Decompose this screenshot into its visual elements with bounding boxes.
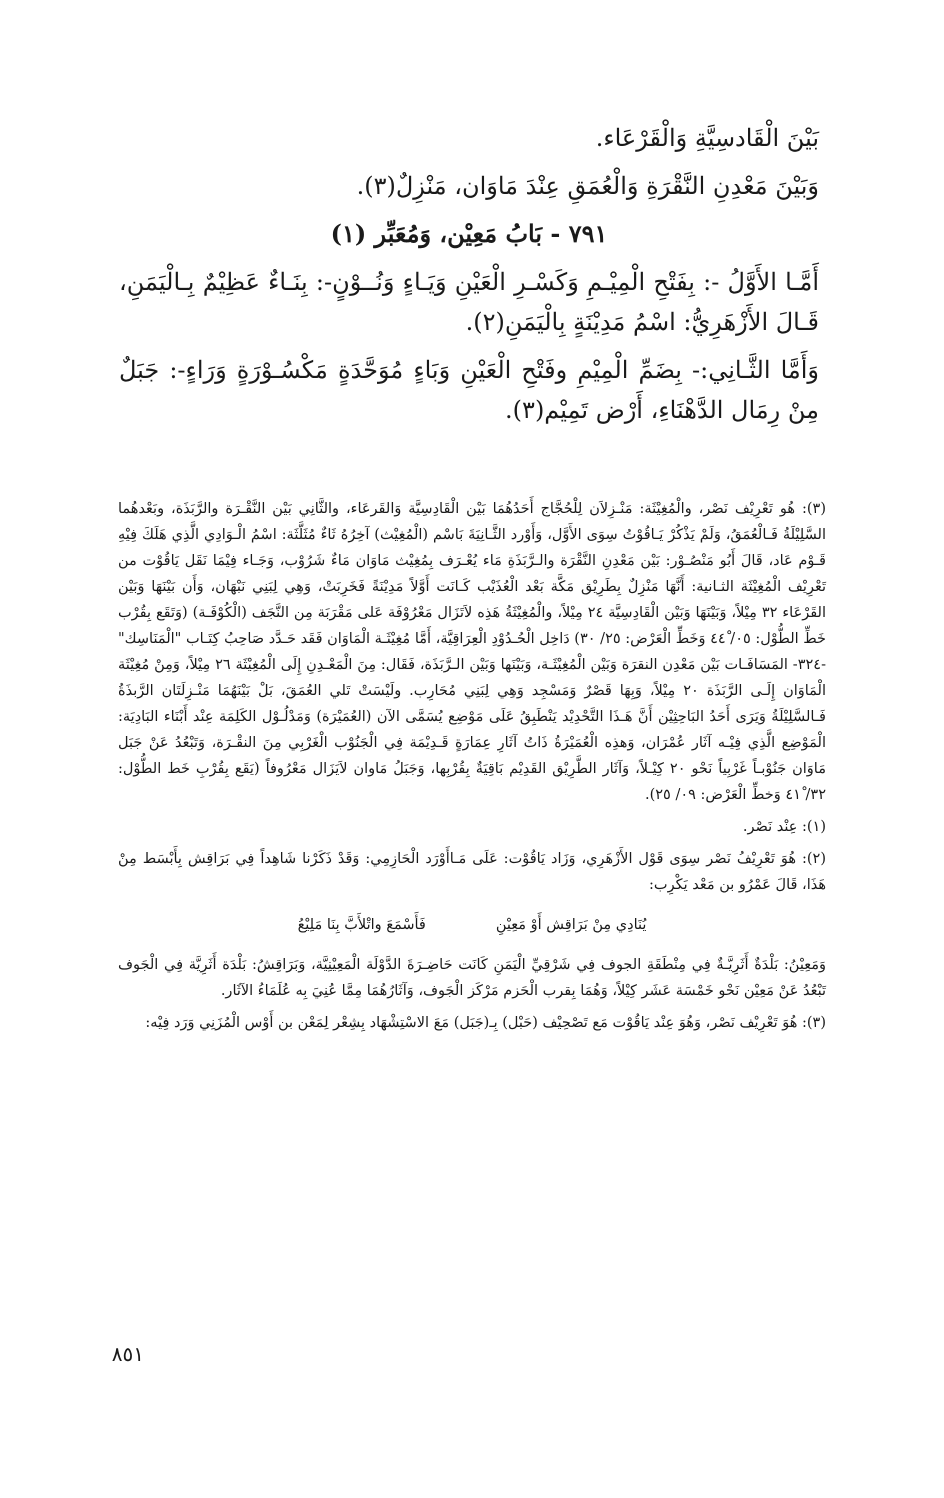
- main-line-2: وَبَيْنَ مَعْدِنِ النَّقْرَةِ وَالْعُمَقِ عِنْدَ مَاوَان، مَنْزِلٌ(٣).: [356, 172, 819, 200]
- footnote-1: (٣): هُو تَعْرِيْف نَصْر، والْمُغِيْثَة: مَنْـزِلاَن لِلْحُجَّاج أَحَدُهُمَا بَيْن الْقَادِسِيَّة وَالقَرعَاء، والثَّانِي بَيْن النَّقْـرَة والرَّبَذَة، وبَعْدهُما السَّلِيْلَةُ فَـالْعُمَقُ، وَلَمْ يَذْكُرْ يَـاقُوْتُ سِوَى الأَوَّل، وَأَوْرد الثَّـانِيَةَ بَاسْم (الْمُغِيْث) آخِرُهُ ثَاءٌ مُثَلَّثَة: اسْمُ الْـوَادِي الَّذِي هَلَكَ فِيْهِ قَـوْم عَاد، قَالَ أَبُو مَنْصُـوْر: بَيْن مَعْدِنِ النَّقْرَة والـرَّبَذَةِ مَاء يُعْـرَف بِمُغِيْث مَاوَان مَاءٌ شَرُوْب، وَجَـاء فِيْمَا نَقَل يَاقُوْت من تَعْرِيْف الْمُغِيْثَة الثـانية: أَنَّهَا مَنْزِلٌ بِطَرِيْق مَكَّة بَعْد الْعُذَيْب كَـانَت أَوَّلاً مَدِيْنَةً فَخَرِبَتْ، وَهِي لِبَنِي نَبْهَان، وَأَن بَيْنَهَا وَبَيْن القَرْعَاء ٣٢ مِيْلاً، وَبَيْنَهَا وَبَيْن الْقَادِسِيَّة ٢٤ مِيْلاً، والْمُغِيْثَةُ هَذِه لاَتَزَال مَعْرُوْفَة عَلى مَقْرَبَة مِن النَّجَف (الْكُوْفَـة) (وَتَقَع بِقُرْب خَطِّ الطُّوْل: ٠٥/ ٤٤ْ وَخَطِّ الْعَرْض: ٢٥/ ٣٠) دَاخِل الْحُـدُوْدِ الْعِرَاقِيَّة، أَمَّا مُغِيْثَـة الْمَاوَان فَقَد حَـدَّد صَاحِبُ كِتَـاب "الْمَنَاسِك" -٣٢٤- المَسَافَـات بَيْن مَعْدِن النقرَة وَبَيْن الْمُغِيْثَـة، وَبَيْنَها وَبَيْن الـرَّبَذَة، فَقَال: مِنَ الْمَعْـدِنِ إِلَى الْمُغِيْثَة ٢٦ مِيْلاً، وَمِنْ مُغِيْثَة الْمَاوَان إِلَـى الرَّبَذَة ٢٠ مِيْلاً، وَبِهَا قَصْرٌ وَمَسْجِد وَهِي لِبَنِي مُحَارِب. ولَيْسَتْ تَلي العُمَقَ، بَلْ بَيْنَهُمَا مَنْـزِلَتَان الرَّبذَةُ فَـالسَّلِيْلَةُ وَيَرَى أَحَدُ البَاحِثِيْن أَنَّ هَـذَا التَّحْدِيْد يَنْطَبِقُ عَلَى مَوْضِع يُسَمَّى الآن (العُمَيْرَة) وَمَدْلُـوْل الكَلِمَة عِنْد أَبْنَاء البَادِيَة: الْمَوْضِع الَّذِي فِيْـه آثَار عُمْرَان، وَهذِه الْعُمَيْرَةُ ذَاتُ آثَارِ عِمَارَةٍ قَـدِيْمَة فِي الْجَنُوْب الْغَرْبِي مِنَ النقْـرَة، وَتَبْعُدُ عَنْ جَبَل مَاوَان جَنُوْبـاً غَرْبِياً نَحْو ٢٠ كِيْـلاً، وَآثَار الطَّرِيْق القَدِيْم بَاقِيَةٌ بِقُرْبِها، وَجَبَلُ مَاوان لاَيَزَال مَعْرُوفاً (يَقَع بِقُرْبِ خَط الطُّوْل: ٣٢/ ٤١ْ وَخطِّ الْعَرْض: ٠٩/ ٢٥).: [118, 501, 827, 803]
- verse-first-hemistich: يُنَادِي مِنْ بَرَاقِش أَوْ مَعِيْنِ: [495, 917, 647, 933]
- main-text: [119, 118, 819, 438]
- section-heading: ٧٩١ - بَابُ مَعِيْن، وَمُعَبِّر (١): [330, 219, 608, 248]
- footnote-2: (١): عِنْد نَصْر.: [742, 819, 826, 835]
- main-paragraph-1: أَمَّـا الأَوَّلُ -: بِفَتْحِ الْمِيْـمِ وَكَسْـرِ الْعَيْنِ وَيَـاءٍ وَنُــوْنٍ-: بِنَـاءٌ عَظِيْمٌ بِـالْيَمَنِ، قَـالَ الأَزْهَرِيُّ: اسْمُ مَدِيْنَةٍ بِالْيَمَنِ(٢).: [119, 268, 819, 336]
- footnotes: [118, 496, 826, 1042]
- footnote-4: وَمَعِيْنُ: بَلْدَةٌ أَثَرِيَّـةٌ فِي مِنْطَقَةِ الجوف فِي شَرْقِيِّ الْيَمَنِ كَانَت حَاضِـرَةَ الدَّوْلَة الْمَعِيْنِيَّة، وَبَرَاقِشُ: بَلْدَة أَثَرِيَّة فِي الْجَوف تَبْعُدُ عَنْ مَعِيْن نَحْو خَمْسَة عَشَر كِيْلاً، وَهُمَا بِقرب الْحَزم مَرْكَز الْجَوف، وَآثَارُهُمَا مِمَّا عُنِيَ بِه عُلَمَاءُ الآثَار.: [118, 957, 826, 999]
- footnote-5: (٣): هُوَ تَعْرِيْف نَصْر، وَهُوَ عِنْد يَاقُوْت مَع تَصْحِيْف (حَبْل) بِـ(جَبَل) مَعَ الاسْتِشْهَاد بِشِعْر لِمَعْن بن أَوْس الْمُزَنِي وَرَد فِيْه:: [145, 1015, 826, 1031]
- main-paragraph-2: وَأَمَّا الثَّـانِي:- بِضَمِّ الْمِيْمِ وفَتْحِ الْعَيْنِ وَبَاءٍ مُوَحَّدَةٍ مَكْسُـوْرَةٍ وَرَاءٍ-: جَبَلٌ مِنْ رِمَال الدَّهْنَاءِ، أَرْض تَمِيْم(٣).: [119, 356, 819, 424]
- footnote-3: (٢): هُوَ تَعْرِيْفُ نَصْر سِوَى قَوْل الأَزْهَرِي، وَزَاد يَاقُوْت: عَلَى مَـاأَوْرَد الْحَازِمِي: وَقَدْ ذَكَرْنا شَاهِداً فِي بَرَاقِش بِأَبْسَط مِنْ هَذَا، قَالَ عَمْرُو بن مَعْد يَكْرِب:: [118, 851, 826, 893]
- page-number: ٨٥١: [111, 1342, 144, 1366]
- verse-second-hemistich: فَأَسْمَعَ واتْلأَبَّ بِنَا مَلِيْعُ: [297, 917, 426, 933]
- poem-verse: [118, 912, 826, 938]
- main-line-1: بَيْنَ الْقَادسِيَّةِ وَالْقَرْعَاء.: [595, 124, 819, 152]
